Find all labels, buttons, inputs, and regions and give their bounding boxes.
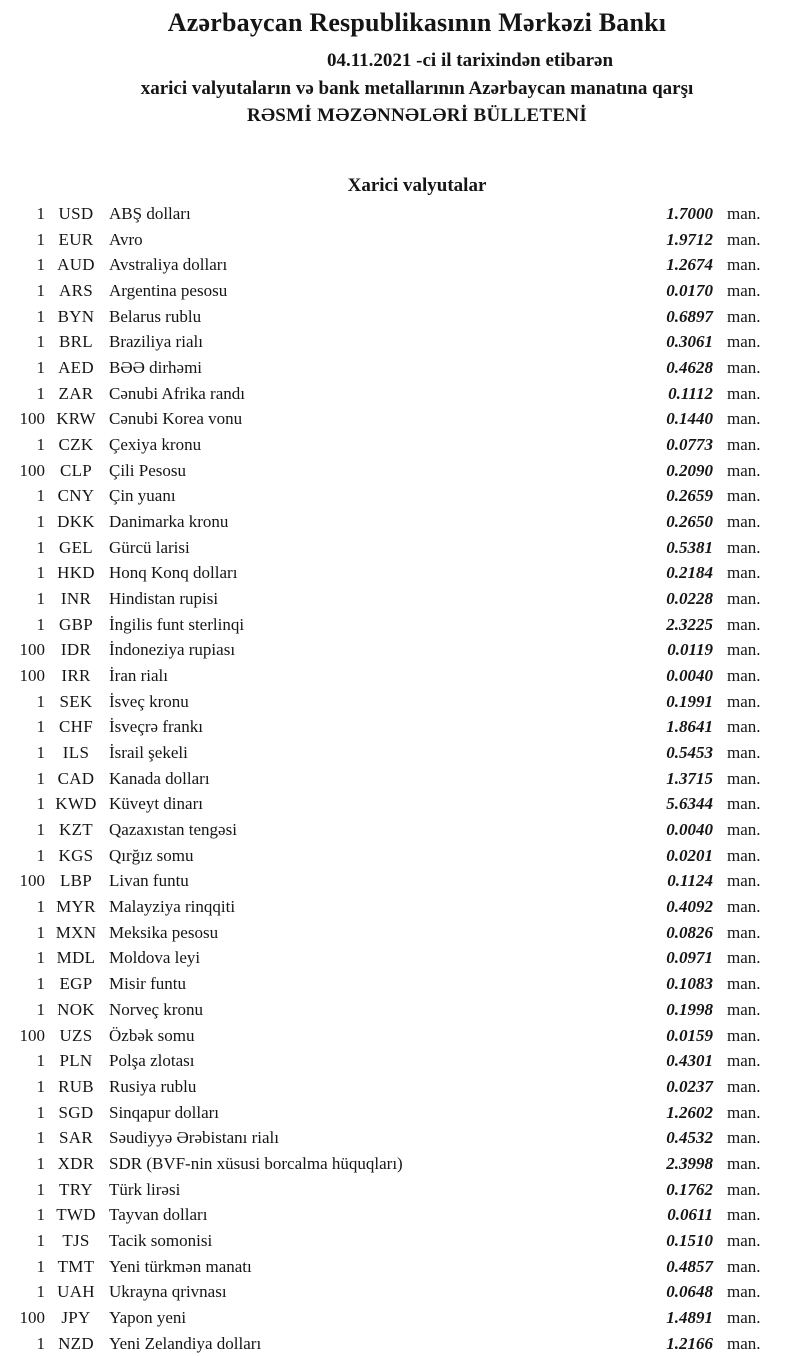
rate-row	[5, 227, 770, 253]
rate-value-cell: 0.4301	[666, 1051, 713, 1071]
currency-code-cell: TJS	[62, 1230, 90, 1250]
rate-row	[5, 843, 770, 869]
currency-code-cell: EUR	[58, 229, 94, 249]
section-title-foreign-currencies: Xarici valyutalar	[347, 175, 487, 196]
rate-value-cell: 0.1083	[666, 974, 713, 994]
unit-label-cell: man.	[727, 512, 761, 532]
currency-code-cell: LBP	[59, 871, 93, 891]
quantity-cell: 1	[36, 999, 45, 1019]
unit-label-cell: man.	[727, 897, 761, 917]
quantity-cell: 1	[36, 974, 45, 994]
rate-row	[5, 689, 770, 715]
currency-name-cell: Kanada dolları	[109, 768, 210, 788]
rate-value-cell: 0.4532	[666, 1128, 713, 1148]
rate-row	[5, 278, 770, 304]
bulletin-subtitle: xarici valyutaların və bank metallarının Azərbaycan manatına qarşı	[140, 78, 694, 99]
rate-value-cell: 0.0648	[666, 1282, 713, 1302]
rate-row	[5, 355, 770, 381]
rate-row	[5, 1048, 770, 1074]
currency-name-cell: İndoneziya rupiası	[109, 640, 236, 660]
quantity-cell: 1	[36, 691, 45, 711]
currency-name-cell: Belarus rublu	[109, 306, 202, 326]
currency-code-cell: TMT	[57, 1256, 95, 1276]
currency-name-cell: Polşa zlotası	[109, 1051, 195, 1071]
quantity-cell: 1	[36, 255, 45, 275]
unit-label-cell: man.	[727, 1025, 761, 1045]
currency-name-cell: Livan funtu	[109, 871, 189, 891]
currency-name-cell: Küveyt dinarı	[109, 794, 203, 814]
currency-name-cell: Tayvan dolları	[109, 1205, 208, 1225]
currency-code-cell: KWD	[55, 794, 97, 814]
currency-name-cell: İsveç kronu	[109, 691, 189, 711]
rate-row	[5, 612, 770, 638]
currency-name-cell: Özbək somu	[109, 1025, 195, 1045]
unit-label-cell: man.	[727, 1230, 761, 1250]
currency-name-cell: Cənubi Korea vonu	[109, 409, 243, 429]
quantity-cell: 1	[36, 383, 45, 403]
rate-row	[5, 663, 770, 689]
rate-value-cell: 0.0611	[667, 1205, 713, 1225]
quantity-cell: 1	[36, 1153, 45, 1173]
quantity-cell: 1	[36, 1128, 45, 1148]
rate-row	[5, 945, 770, 971]
rate-value-cell: 0.5381	[666, 537, 713, 557]
rate-value-cell: 0.4092	[666, 897, 713, 917]
rate-row	[5, 201, 770, 227]
currency-code-cell: ARS	[59, 281, 93, 301]
unit-label-cell: man.	[727, 435, 761, 455]
unit-label-cell: man.	[727, 486, 761, 506]
rate-value-cell: 2.3998	[666, 1153, 713, 1173]
currency-name-cell: Səudiyyə Ərəbistanı rialı	[109, 1128, 279, 1148]
rate-row	[5, 432, 770, 458]
quantity-cell: 1	[36, 614, 45, 634]
quantity-cell: 1	[36, 922, 45, 942]
rate-value-cell: 1.8641	[666, 717, 713, 737]
currency-name-cell: Türk lirəsi	[109, 1179, 181, 1199]
rate-row	[5, 560, 770, 586]
quantity-cell: 1	[36, 1256, 45, 1276]
unit-label-cell: man.	[727, 1153, 761, 1173]
rate-value-cell: 0.1440	[666, 409, 713, 429]
rate-value-cell: 0.2650	[666, 512, 713, 532]
unit-label-cell: man.	[727, 794, 761, 814]
quantity-cell: 1	[36, 486, 45, 506]
currency-code-cell: GEL	[59, 537, 93, 557]
rate-value-cell: 0.0773	[666, 435, 713, 455]
rate-value-cell: 0.0040	[666, 666, 713, 686]
quantity-cell: 1	[36, 1205, 45, 1225]
rate-value-cell: 1.2166	[666, 1333, 713, 1353]
currency-code-cell: TRY	[59, 1179, 93, 1199]
quantity-cell: 100	[19, 640, 45, 660]
rate-row	[5, 1023, 770, 1049]
currency-code-cell: SGD	[58, 1102, 94, 1122]
currency-code-cell: BYN	[57, 306, 95, 326]
rate-value-cell: 1.7000	[666, 204, 713, 223]
rate-row	[5, 817, 770, 843]
currency-name-cell: Rusiya rublu	[109, 1076, 197, 1096]
rate-row	[5, 1125, 770, 1151]
unit-label-cell: man.	[727, 281, 761, 301]
rate-value-cell: 0.1112	[668, 383, 713, 403]
rate-value-cell: 1.9712	[666, 229, 713, 249]
currency-name-cell: Braziliya rialı	[109, 332, 203, 352]
currency-code-cell: TWD	[56, 1205, 96, 1225]
quantity-cell: 1	[36, 512, 45, 532]
unit-label-cell: man.	[727, 666, 761, 686]
exchange-rates-table	[5, 201, 770, 1356]
rate-row	[5, 740, 770, 766]
currency-name-cell: Avro	[109, 229, 143, 249]
unit-label-cell: man.	[727, 717, 761, 737]
rate-row	[5, 304, 770, 330]
quantity-cell: 1	[36, 1333, 45, 1353]
quantity-cell: 1	[36, 768, 45, 788]
currency-code-cell: GBP	[59, 614, 93, 634]
currency-code-cell: AED	[58, 358, 94, 378]
unit-label-cell: man.	[727, 691, 761, 711]
currency-name-cell: Honq Konq dolları	[109, 563, 238, 583]
unit-label-cell: man.	[727, 1051, 761, 1071]
rate-row	[5, 381, 770, 407]
currency-name-cell: SDR (BVF-nin xüsusi borcalma hüquqları)	[109, 1153, 403, 1173]
currency-code-cell: HKD	[57, 563, 95, 583]
quantity-cell: 1	[36, 1282, 45, 1302]
effective-date-line: 04.11.2021 -ci il tarixindən etibarən	[326, 50, 614, 71]
quantity-cell: 1	[36, 204, 45, 223]
rate-value-cell: 0.2659	[666, 486, 713, 506]
rate-value-cell: 0.1510	[666, 1230, 713, 1250]
quantity-cell: 1	[36, 794, 45, 814]
unit-label-cell: man.	[727, 1179, 761, 1199]
currency-name-cell: Danimarka kronu	[109, 512, 229, 532]
quantity-cell: 100	[19, 871, 45, 891]
currency-code-cell: ZAR	[58, 383, 94, 403]
unit-label-cell: man.	[727, 563, 761, 583]
currency-code-cell: CLP	[59, 460, 93, 480]
quantity-cell: 100	[19, 1025, 45, 1045]
rate-row	[5, 329, 770, 355]
currency-name-cell: Hindistan rupisi	[109, 589, 219, 609]
quantity-cell: 1	[36, 589, 45, 609]
unit-label-cell: man.	[727, 1102, 761, 1122]
unit-label-cell: man.	[727, 589, 761, 609]
rate-value-cell: 5.6344	[666, 794, 713, 814]
currency-code-cell: MYR	[56, 897, 96, 917]
quantity-cell: 1	[36, 1179, 45, 1199]
rate-row	[5, 1202, 770, 1228]
currency-code-cell: SEK	[59, 691, 93, 711]
quantity-cell: 1	[36, 743, 45, 763]
currency-name-cell: Cənubi Afrika randı	[109, 383, 245, 403]
quantity-cell: 100	[19, 460, 45, 480]
rate-value-cell: 0.0159	[666, 1025, 713, 1045]
currency-name-cell: Çili Pesosu	[109, 460, 186, 480]
rate-value-cell: 0.4628	[666, 358, 713, 378]
rate-value-cell: 0.1124	[667, 871, 713, 891]
currency-code-cell: CHF	[59, 717, 93, 737]
rate-row	[5, 535, 770, 561]
rate-value-cell: 0.0237	[666, 1076, 713, 1096]
unit-label-cell: man.	[727, 820, 761, 840]
rate-row	[5, 1074, 770, 1100]
currency-code-cell: PLN	[59, 1051, 93, 1071]
currency-name-cell: Norveç kronu	[109, 999, 203, 1019]
currency-name-cell: Yeni Zelandiya dolları	[109, 1333, 262, 1353]
rate-row	[5, 1279, 770, 1305]
rate-value-cell: 2.3225	[666, 614, 713, 634]
rate-value-cell: 0.1998	[666, 999, 713, 1019]
unit-label-cell: man.	[727, 768, 761, 788]
currency-name-cell: Malayziya rinqqiti	[109, 897, 236, 917]
unit-label-cell: man.	[727, 1256, 761, 1276]
bank-name-title: Azərbaycan Respublikasının Mərkəzi Bankı	[167, 8, 667, 37]
currency-code-cell: USD	[58, 204, 94, 223]
quantity-cell: 1	[36, 306, 45, 326]
currency-name-cell: Qırğız somu	[109, 845, 194, 865]
rate-row	[5, 1331, 770, 1356]
quantity-cell: 100	[19, 1307, 45, 1327]
rate-row	[5, 509, 770, 535]
currency-code-cell: MDL	[56, 948, 96, 968]
rate-row	[5, 997, 770, 1023]
currency-code-cell: MXN	[55, 922, 97, 942]
rate-row	[5, 714, 770, 740]
quantity-cell: 100	[19, 409, 45, 429]
currency-name-cell: Avstraliya dolları	[109, 255, 228, 275]
rate-row	[5, 1228, 770, 1254]
rate-row	[5, 586, 770, 612]
rate-value-cell: 0.1991	[666, 691, 713, 711]
rate-row	[5, 766, 770, 792]
rate-value-cell: 0.0170	[666, 281, 713, 301]
currency-code-cell: NOK	[57, 999, 95, 1019]
unit-label-cell: man.	[727, 614, 761, 634]
currency-name-cell: Moldova leyi	[109, 948, 201, 968]
rate-row	[5, 920, 770, 946]
quantity-cell: 1	[36, 820, 45, 840]
unit-label-cell: man.	[727, 1128, 761, 1148]
rate-row	[5, 1100, 770, 1126]
currency-name-cell: Gürcü larisi	[109, 537, 190, 557]
rate-row	[5, 1151, 770, 1177]
unit-label-cell: man.	[727, 537, 761, 557]
currency-name-cell: Qazaxıstan tengəsi	[109, 820, 237, 840]
currency-name-cell: BƏƏ dirhəmi	[109, 358, 203, 378]
currency-code-cell: KGS	[58, 845, 94, 865]
rate-value-cell: 0.0201	[666, 845, 713, 865]
currency-name-cell: Argentina pesosu	[109, 281, 228, 301]
quantity-cell: 1	[36, 717, 45, 737]
rate-value-cell: 0.0040	[666, 820, 713, 840]
rate-row	[5, 483, 770, 509]
rate-row	[5, 406, 770, 432]
quantity-cell: 1	[36, 1230, 45, 1250]
unit-label-cell: man.	[727, 358, 761, 378]
rate-value-cell: 0.5453	[666, 743, 713, 763]
rate-value-cell: 0.4857	[666, 1256, 713, 1276]
currency-code-cell: AUD	[57, 255, 95, 275]
currency-code-cell: RUB	[58, 1076, 94, 1096]
rate-value-cell: 0.0826	[666, 922, 713, 942]
unit-label-cell: man.	[727, 409, 761, 429]
unit-label-cell: man.	[727, 845, 761, 865]
rate-value-cell: 1.2602	[666, 1102, 713, 1122]
unit-label-cell: man.	[727, 332, 761, 352]
currency-name-cell: Ukrayna qrivnası	[109, 1282, 227, 1302]
currency-code-cell: DKK	[57, 512, 95, 532]
currency-code-cell: IDR	[60, 640, 92, 660]
rate-value-cell: 1.3715	[666, 768, 713, 788]
currency-code-cell: UZS	[59, 1025, 93, 1045]
currency-name-cell: İngilis funt sterlinqi	[109, 614, 245, 634]
rate-row	[5, 252, 770, 278]
currency-code-cell: KZT	[59, 820, 93, 840]
currency-name-cell: Meksika pesosu	[109, 922, 219, 942]
unit-label-cell: man.	[727, 948, 761, 968]
rate-row	[5, 1177, 770, 1203]
currency-code-cell: ILS	[62, 743, 90, 763]
currency-code-cell: CAD	[57, 768, 95, 788]
quantity-cell: 1	[36, 358, 45, 378]
currency-code-cell: JPY	[61, 1307, 91, 1327]
unit-label-cell: man.	[727, 922, 761, 942]
currency-code-cell: INR	[60, 589, 92, 609]
currency-name-cell: Yeni türkmən manatı	[109, 1256, 252, 1276]
currency-name-cell: Yapon yeni	[109, 1307, 187, 1327]
rate-value-cell: 0.0971	[666, 948, 713, 968]
currency-name-cell: İran rialı	[109, 666, 168, 686]
currency-name-cell: Çin yuanı	[109, 486, 176, 506]
rate-value-cell: 0.6897	[666, 306, 713, 326]
currency-name-cell: ABŞ dolları	[109, 204, 191, 223]
rate-row	[5, 637, 770, 663]
unit-label-cell: man.	[727, 1205, 761, 1225]
document-header	[0, 0, 800, 129]
rate-value-cell: 0.1762	[666, 1179, 713, 1199]
unit-label-cell: man.	[727, 999, 761, 1019]
currency-code-cell: KRW	[56, 409, 96, 429]
quantity-cell: 1	[36, 537, 45, 557]
quantity-cell: 1	[36, 1076, 45, 1096]
quantity-cell: 1	[36, 1102, 45, 1122]
unit-label-cell: man.	[727, 1282, 761, 1302]
unit-label-cell: man.	[727, 1333, 761, 1353]
rate-row	[5, 1254, 770, 1280]
unit-label-cell: man.	[727, 974, 761, 994]
quantity-cell: 1	[36, 281, 45, 301]
rate-row	[5, 894, 770, 920]
unit-label-cell: man.	[727, 383, 761, 403]
quantity-cell: 1	[36, 563, 45, 583]
unit-label-cell: man.	[727, 460, 761, 480]
rate-value-cell: 0.3061	[666, 332, 713, 352]
unit-label-cell: man.	[727, 306, 761, 326]
quantity-cell: 1	[36, 948, 45, 968]
currency-code-cell: XDR	[57, 1153, 95, 1173]
unit-label-cell: man.	[727, 1076, 761, 1096]
currency-code-cell: CNY	[57, 486, 95, 506]
currency-code-cell: NZD	[58, 1333, 94, 1353]
unit-label-cell: man.	[727, 871, 761, 891]
quantity-cell: 1	[36, 1051, 45, 1071]
currency-code-cell: UAH	[57, 1282, 95, 1302]
unit-label-cell: man.	[727, 1307, 761, 1327]
currency-name-cell: Misir funtu	[109, 974, 186, 994]
rate-row	[5, 791, 770, 817]
rate-value-cell: 1.2674	[666, 255, 713, 275]
rate-row	[5, 458, 770, 484]
currency-name-cell: İsveçrə frankı	[109, 717, 203, 737]
rate-row	[5, 1305, 770, 1331]
rate-value-cell: 0.2184	[666, 563, 713, 583]
unit-label-cell: man.	[727, 640, 761, 660]
currency-code-cell: IRR	[61, 666, 91, 686]
bulletin-title: RƏSMİ MƏZƏNNƏLƏRİ BÜLLETENİ	[246, 105, 588, 126]
rate-row	[5, 868, 770, 894]
rate-value-cell: 0.0119	[667, 640, 713, 660]
quantity-cell: 1	[36, 897, 45, 917]
currency-code-cell: CZK	[58, 435, 94, 455]
rate-value-cell: 0.0228	[666, 589, 713, 609]
currency-name-cell: İsrail şekeli	[109, 743, 188, 763]
rate-value-cell: 0.2090	[666, 460, 713, 480]
currency-code-cell: BRL	[59, 332, 93, 352]
quantity-cell: 1	[36, 332, 45, 352]
quantity-cell: 1	[36, 435, 45, 455]
currency-code-cell: EGP	[59, 974, 93, 994]
currency-name-cell: Çexiya kronu	[109, 435, 202, 455]
unit-label-cell: man.	[727, 255, 761, 275]
quantity-cell: 1	[36, 229, 45, 249]
unit-label-cell: man.	[727, 743, 761, 763]
currency-name-cell: Sinqapur dolları	[109, 1102, 220, 1122]
quantity-cell: 100	[19, 666, 45, 686]
unit-label-cell: man.	[727, 229, 761, 249]
unit-label-cell: man.	[727, 204, 761, 223]
rate-value-cell: 1.4891	[666, 1307, 713, 1327]
rate-row	[5, 971, 770, 997]
quantity-cell: 1	[36, 845, 45, 865]
currency-name-cell: Tacik somonisi	[109, 1230, 213, 1250]
currency-code-cell: SAR	[59, 1128, 93, 1148]
